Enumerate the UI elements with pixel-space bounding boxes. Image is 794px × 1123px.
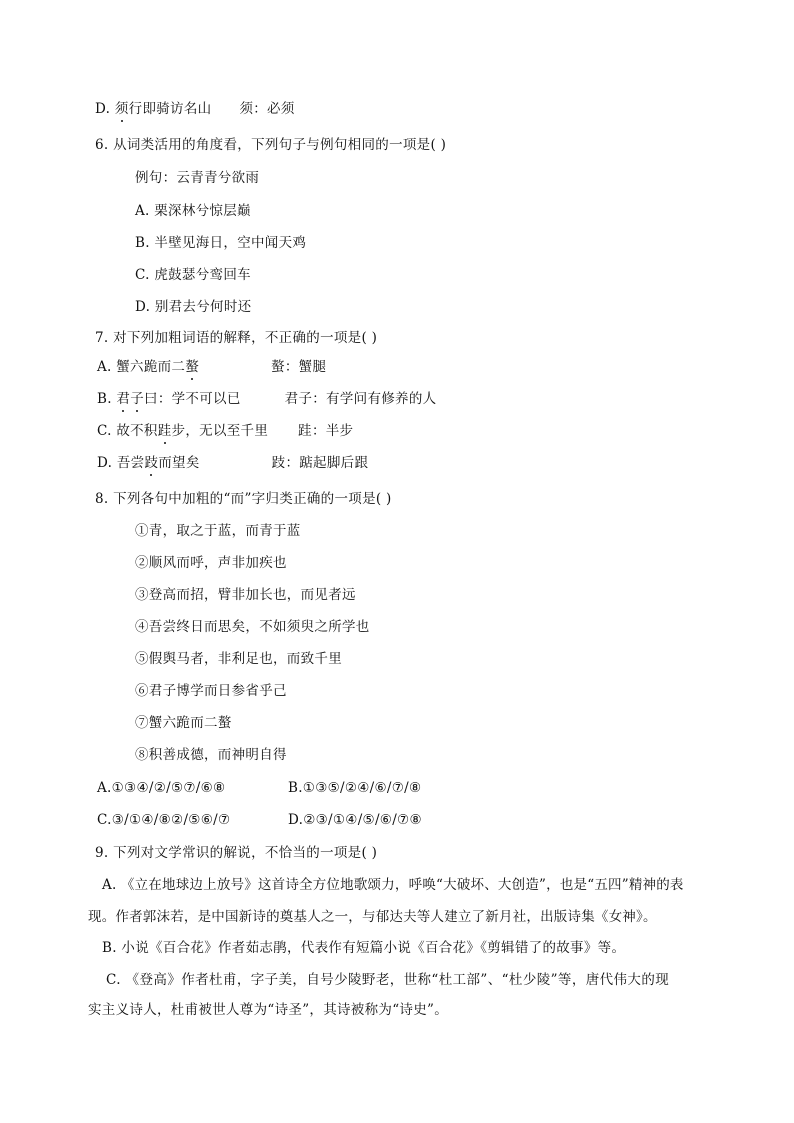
- q7-option-c-prefix: C. 故不积: [97, 423, 158, 439]
- q7-option-d: [97, 453, 368, 473]
- q7-option-b-gloss: 君子：有学问有修养的人: [284, 391, 437, 407]
- q7-option-b-prefix: B.: [97, 391, 117, 407]
- q5-option-d-prefix: D.: [95, 101, 115, 117]
- q8-item-8: ⑧积善成德，而神明自得: [135, 747, 287, 763]
- q8-item-3: ③登高而招，臂非加长也，而见者远: [135, 587, 356, 603]
- q5-option-d-gloss: 须：必须: [239, 101, 295, 117]
- q6-option-d: D. 别君去兮何时还: [135, 299, 252, 315]
- q7-option-a-gloss: 螯：蟹腿: [271, 359, 327, 375]
- q5-option-d: [95, 99, 295, 119]
- q8-item-4: ④吾尝终日而思矣，不如须臾之所学也: [135, 619, 370, 635]
- q9-option-b: B. 小说《百合花》作者茹志鹃，代表作有短篇小说《百合花》《剪辑错了的故事》等。: [102, 940, 626, 956]
- emphasis-char: 子: [130, 391, 145, 407]
- q8-stem: 8. 下列各句中加粗的“而”字归类正确的一项是( ): [95, 491, 392, 507]
- q5-option-d-text: 行即骑访名山: [128, 101, 212, 117]
- emphasis-char: 须: [114, 101, 129, 117]
- q9-stem: 9. 下列对文学常识的解说，不恰当的一项是( ): [95, 845, 378, 861]
- q6-stem: 6. 从词类活用的角度看，下列句子与例句相同的一项是( ): [95, 137, 447, 153]
- q7-option-d-text: 而望矣: [158, 455, 200, 471]
- q6-example: 例句：云青青兮欲雨: [135, 170, 260, 186]
- q6-option-a: A. 栗深林兮惊层巅: [135, 203, 251, 219]
- emphasis-char: 螯: [185, 359, 200, 375]
- q8-item-5: ⑤假舆马者，非利足也，而致千里: [135, 651, 342, 667]
- emphasis-char: 跂: [144, 455, 159, 471]
- q7-option-c-gloss: 跬：半步: [298, 423, 354, 439]
- q7-option-a-text: A. 蟹六跪而二: [97, 359, 186, 375]
- q8-item-2: ②顺风而呼，声非加疾也: [135, 555, 287, 571]
- emphasis-char: 君: [116, 391, 131, 407]
- q6-option-c: C. 虎鼓瑟兮鸾回车: [135, 267, 251, 283]
- q7-option-c: [97, 421, 353, 441]
- q8-item-7: ⑦蟹六跪而二螯: [135, 715, 232, 731]
- q9-option-a-line-1: A. 《立在地球边上放号》这首诗全方位地歌颂力，呼唤“大破坏、大创造”，也是“五四”精神的表: [102, 877, 684, 893]
- q9-option-a-line-2: 现。作者郭沫若，是中国新诗的奠基人之一，与郁达夫等人建立了新月社，出版诗集《女神》。: [88, 909, 657, 925]
- q8-option-d: D.②③/①④/⑤/⑥/⑦⑧: [288, 812, 422, 828]
- q9-option-c-line-2: 实主义诗人，杜甫被世人尊为“诗圣”，其诗被称为“诗史”。: [88, 1002, 449, 1018]
- q8-option-b: B.①③⑤/②④/⑥/⑦/⑧: [288, 780, 422, 796]
- q7-option-d-gloss: 跂：踮起脚后跟: [271, 455, 369, 471]
- q7-option-a: [97, 357, 326, 377]
- q8-option-a: A.①③④/②/⑤⑦/⑥⑧: [97, 780, 226, 796]
- q6-option-b: B. 半壁见海日，空中闻天鸡: [135, 235, 307, 251]
- q7-stem: 7. 对下列加粗词语的解释，不正确的一项是( ): [95, 330, 378, 346]
- q8-option-c: C.③/①④/⑧②/⑤⑥/⑦: [97, 812, 231, 828]
- q8-item-1: ①青，取之于蓝，而青于蓝: [135, 523, 301, 539]
- q7-option-b-text: 曰：学不可以已: [144, 391, 241, 407]
- q7-option-d-prefix: D. 吾尝: [97, 455, 145, 471]
- q8-item-6: ⑥君子博学而日参省乎己: [135, 683, 287, 699]
- q7-option-b: [97, 389, 436, 409]
- q7-option-c-text: 步，无以至千里: [171, 423, 269, 439]
- emphasis-char: 跬: [157, 423, 172, 439]
- q9-option-c-line-1: C. 《登高》作者杜甫，字子美，自号少陵野老，世称“杜工部”、“杜少陵”等，唐代伟大的现: [106, 972, 670, 988]
